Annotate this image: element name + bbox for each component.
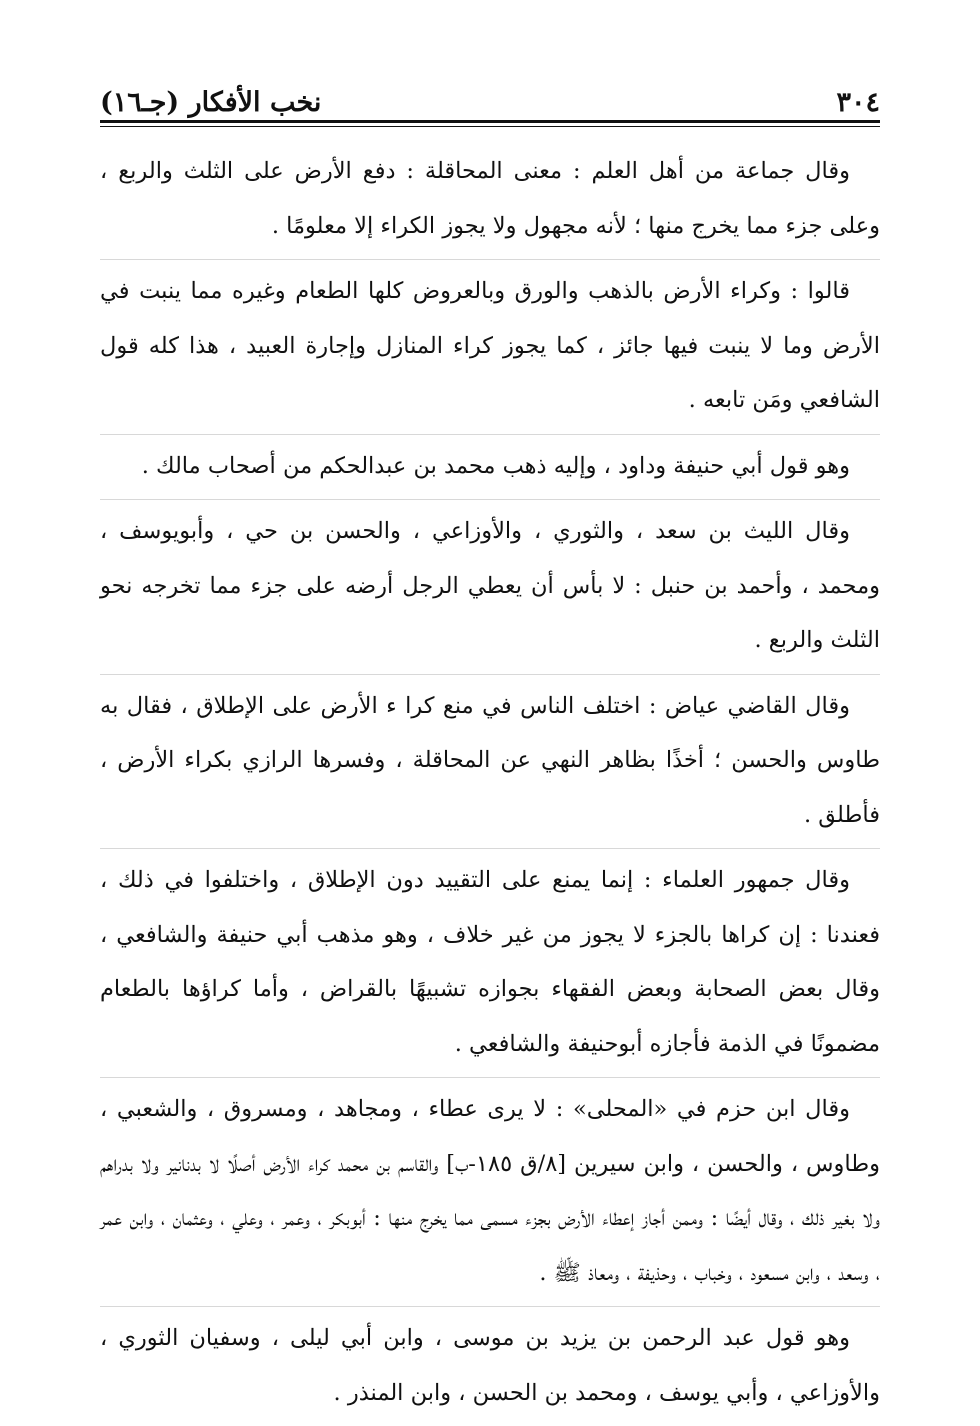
paragraph: وقال ابن حزم في «المحلى» : لا يرى عطاء ، ومجاهد ، ومسروق ، والشعبي ، وطاوس ، والحسن ، وابن سيرين [٨/ق ١٨٥-ب] والقاسم بن محمد كراء الأرض أصلًا لا بدنانير ولا بدراهم ولا بغير ذلك ، وقال أيضًا : وممن أجاز إعطاء الأرض بجزء مسمى مما يخرج منها : أبوبكر ، وعمر ، وعلي ، وعثمان ، وابن عمر ، وسعد ، وابن مسعود ، وخباب ، وحذيفة ، ومعاذ ﷺ . <box>100 1078 880 1307</box>
paragraph: وقال جمهور العلماء : إنما يمنع على التقييد دون الإطلاق ، واختلفوا في ذلك ، فعندنا : إن كراها بالجزء لا يجوز من غير خلاف ، وهو مذهب أبي حنيفة والشافعي ، وقال بعض الصحابة وبعض الفقهاء بجوازه تشبيهًا بالقراض ، وأما كراؤها بالطعام مضمونًا في الذمة فأجازه أبوحنيفة والشافعي . <box>100 849 880 1078</box>
paragraph: قالوا : وكراء الأرض بالذهب والورق وبالعروض كلها الطعام وغيره مما ينبت في الأرض وما لا ينبت فيها جائز ، كما يجوز كراء المنازل وإجارة العبيد ، هذا كله قول الشافعي ومَن تابعه . <box>100 260 880 435</box>
paragraph: وقال الليث بن سعد ، والثوري ، والأوزاعي ، والحسن بن حي ، وأبويوسف ، ومحمد ، وأحمد بن حنبل : لا بأس أن يعطي الرجل أرضه على جزء مما تخرجه نحو الثلث والربع . <box>100 500 880 675</box>
paragraph: وهو قول عبد الرحمن بن يزيد بن موسى ، وابن أبي ليلى ، وسفيان الثوري ، والأوزاعي ، وأبي يوسف ، ومحمد بن الحسن ، وابن المنذر . <box>100 1325 880 1406</box>
page-header <box>100 78 880 118</box>
paragraph: وقال جماعة من أهل العلم : معنى المحاقلة : دفع الأرض على الثلث والربع ، وعلى جزء مما يخرج منها ؛ لأنه مجهول ولا يجوز الكراء إلا معلومًا . <box>100 140 880 260</box>
paragraph: وقال القاضي عياض : اختلف الناس في منع كرا ء الأرض على الإطلاق ، فقال به طاوس والحسن ؛ أخذًا بظاهر النهي عن المحاقلة ، وفسرها الرازي بكراء الأرض ، فأطلق . <box>100 675 880 850</box>
paragraph: وهو قول أبي حنيفة وداود ، وإليه ذهب محمد بن عبدالحكم من أصحاب مالك . <box>100 435 880 501</box>
page-body <box>100 140 880 1426</box>
book-title: نخب الأفكار (جـ١٦) <box>100 87 322 118</box>
header-rule <box>100 120 880 123</box>
page-number: ٣٠٤ <box>836 87 880 118</box>
header-rule-thin <box>100 126 880 127</box>
